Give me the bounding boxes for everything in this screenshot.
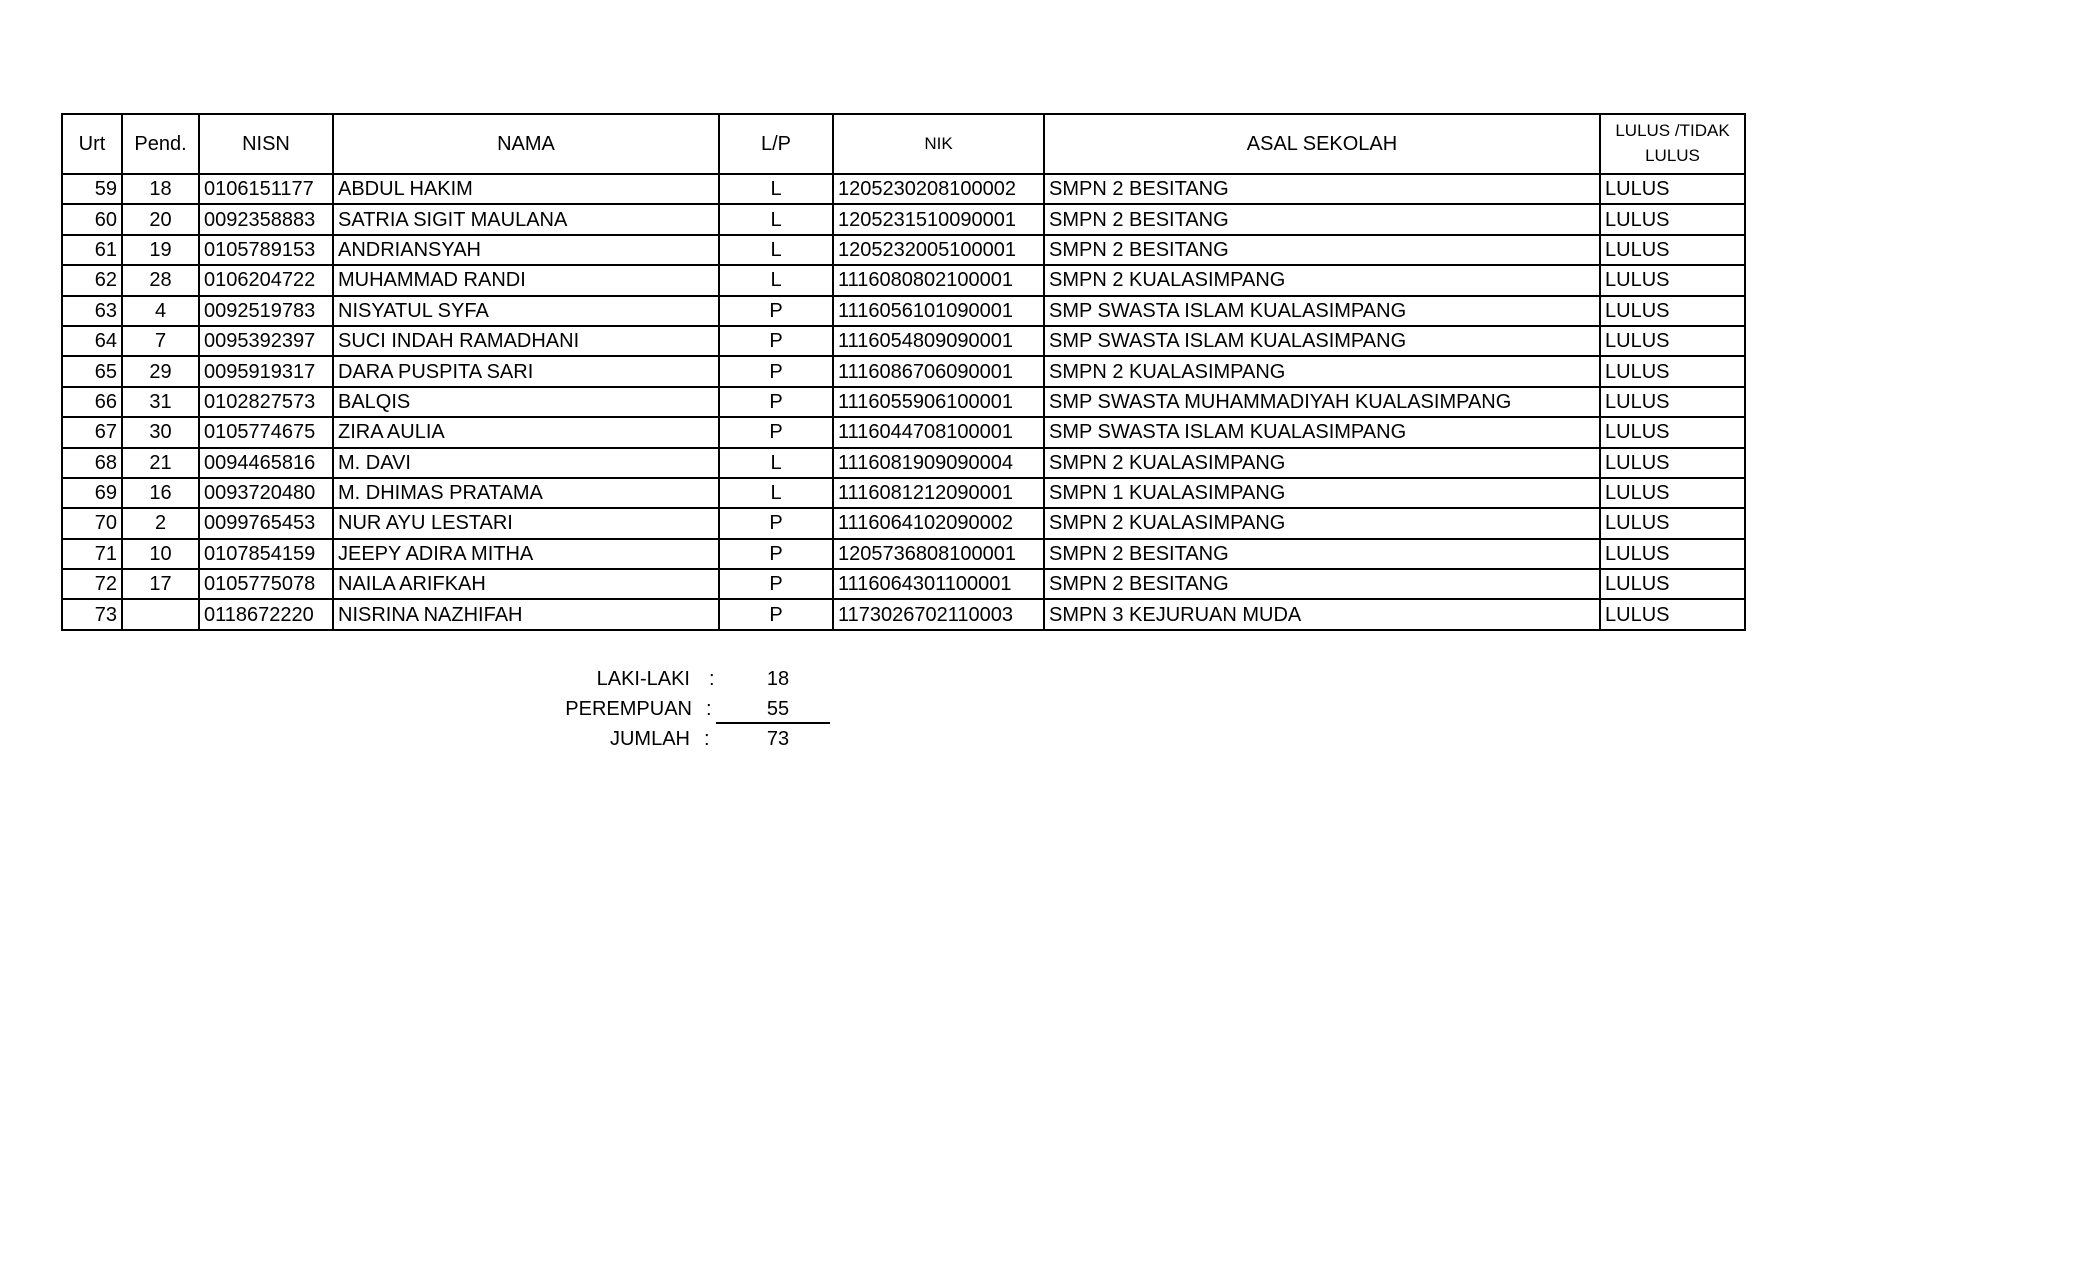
cell-pend: 10: [122, 539, 199, 569]
table-row: [62, 508, 1745, 538]
cell-pend: 31: [122, 387, 199, 417]
cell-nik: 1205736808100001: [833, 539, 1044, 569]
cell-nisn: 0105775078: [199, 569, 333, 599]
table-row: [62, 569, 1745, 599]
cell-nama: M. DHIMAS PRATAMA: [333, 478, 719, 508]
cell-nisn: 0093720480: [199, 478, 333, 508]
total-count-value: 73: [766, 728, 790, 750]
cell-nama: NISYATUL SYFA: [333, 296, 719, 326]
cell-gender: P: [719, 539, 833, 569]
cell-nama: BALQIS: [333, 387, 719, 417]
cell-nisn: 0094465816: [199, 448, 333, 478]
cell-asal-sekolah: SMPN 2 KUALASIMPANG: [1044, 356, 1600, 386]
cell-nik: 1205232005100001: [833, 235, 1044, 265]
student-table: [61, 113, 1746, 631]
cell-nisn: 0106204722: [199, 265, 333, 295]
cell-urt: 68: [62, 448, 122, 478]
female-count-label: PEREMPUAN: [565, 698, 692, 720]
cell-nama: NUR AYU LESTARI: [333, 508, 719, 538]
cell-urt: 63: [62, 296, 122, 326]
cell-gender: L: [719, 265, 833, 295]
cell-asal-sekolah: SMPN 2 BESITANG: [1044, 235, 1600, 265]
cell-urt: 69: [62, 478, 122, 508]
cell-gender: P: [719, 599, 833, 629]
cell-pend: 30: [122, 417, 199, 447]
table-row: [62, 296, 1745, 326]
header-nik: NIK: [833, 114, 1044, 174]
table-row: [62, 174, 1745, 204]
cell-gender: P: [719, 296, 833, 326]
cell-urt: 70: [62, 508, 122, 538]
cell-gender: L: [719, 204, 833, 234]
header-urt: Urt: [62, 114, 122, 174]
table-row: [62, 265, 1745, 295]
header-gender: L/P: [719, 114, 833, 174]
female-count-value: 55: [766, 698, 790, 720]
cell-status: LULUS: [1600, 599, 1745, 629]
cell-nama: JEEPY ADIRA MITHA: [333, 539, 719, 569]
cell-pend: 19: [122, 235, 199, 265]
cell-nisn: 0105789153: [199, 235, 333, 265]
cell-nama: SUCI INDAH RAMADHANI: [333, 326, 719, 356]
cell-gender: P: [719, 569, 833, 599]
cell-pend: 21: [122, 448, 199, 478]
cell-pend: 7: [122, 326, 199, 356]
cell-nisn: 0106151177: [199, 174, 333, 204]
cell-urt: 60: [62, 204, 122, 234]
table-row: [62, 448, 1745, 478]
table-row: [62, 235, 1745, 265]
cell-nik: 1116055906100001: [833, 387, 1044, 417]
cell-status: LULUS: [1600, 539, 1745, 569]
cell-status: LULUS: [1600, 204, 1745, 234]
cell-status: LULUS: [1600, 265, 1745, 295]
header-asal-sekolah: ASAL SEKOLAH: [1044, 114, 1600, 174]
cell-asal-sekolah: SMP SWASTA ISLAM KUALASIMPANG: [1044, 296, 1600, 326]
cell-nisn: 0102827573: [199, 387, 333, 417]
table-row: [62, 387, 1745, 417]
cell-status: LULUS: [1600, 387, 1745, 417]
cell-nama: NISRINA NAZHIFAH: [333, 599, 719, 629]
cell-nama: ABDUL HAKIM: [333, 174, 719, 204]
cell-nisn: 0092358883: [199, 204, 333, 234]
cell-nik: 1116056101090001: [833, 296, 1044, 326]
cell-nama: ANDRIANSYAH: [333, 235, 719, 265]
cell-urt: 72: [62, 569, 122, 599]
cell-nama: ZIRA AULIA: [333, 417, 719, 447]
cell-nama: MUHAMMAD RANDI: [333, 265, 719, 295]
cell-nisn: 0107854159: [199, 539, 333, 569]
cell-status: LULUS: [1600, 326, 1745, 356]
cell-status: LULUS: [1600, 448, 1745, 478]
total-count-label: JUMLAH: [609, 728, 690, 750]
cell-status: LULUS: [1600, 174, 1745, 204]
cell-asal-sekolah: SMP SWASTA ISLAM KUALASIMPANG: [1044, 417, 1600, 447]
cell-asal-sekolah: SMPN 1 KUALASIMPANG: [1044, 478, 1600, 508]
cell-asal-sekolah: SMPN 2 BESITANG: [1044, 204, 1600, 234]
cell-pend: 2: [122, 508, 199, 538]
cell-gender: P: [719, 417, 833, 447]
cell-status: LULUS: [1600, 235, 1745, 265]
cell-status: LULUS: [1600, 296, 1745, 326]
cell-nik: 1116081212090001: [833, 478, 1044, 508]
cell-urt: 61: [62, 235, 122, 265]
cell-pend: 17: [122, 569, 199, 599]
cell-pend: 16: [122, 478, 199, 508]
header-pend: Pend.: [122, 114, 199, 174]
cell-pend: 29: [122, 356, 199, 386]
cell-nisn: 0118672220: [199, 599, 333, 629]
table-row: [62, 478, 1745, 508]
cell-status: LULUS: [1600, 569, 1745, 599]
cell-nisn: 0099765453: [199, 508, 333, 538]
cell-asal-sekolah: SMP SWASTA MUHAMMADIYAH KUALASIMPANG: [1044, 387, 1600, 417]
cell-nik: 1205230208100002: [833, 174, 1044, 204]
cell-gender: P: [719, 326, 833, 356]
cell-urt: 62: [62, 265, 122, 295]
cell-pend: [122, 599, 199, 629]
table-row: [62, 539, 1745, 569]
cell-nama: SATRIA SIGIT MAULANA: [333, 204, 719, 234]
header-nama: NAMA: [333, 114, 719, 174]
cell-gender: L: [719, 478, 833, 508]
table-row: [62, 204, 1745, 234]
cell-urt: 59: [62, 174, 122, 204]
cell-pend: 20: [122, 204, 199, 234]
cell-nisn: 0095392397: [199, 326, 333, 356]
cell-gender: L: [719, 448, 833, 478]
table-row: [62, 599, 1745, 629]
cell-status: LULUS: [1600, 478, 1745, 508]
cell-pend: 4: [122, 296, 199, 326]
cell-nik: 1116086706090001: [833, 356, 1044, 386]
cell-gender: P: [719, 508, 833, 538]
total-count-colon: :: [704, 728, 710, 750]
cell-status: LULUS: [1600, 508, 1745, 538]
cell-gender: P: [719, 356, 833, 386]
table-body: [62, 174, 1745, 630]
cell-asal-sekolah: SMPN 2 BESITANG: [1044, 569, 1600, 599]
cell-urt: 66: [62, 387, 122, 417]
cell-gender: L: [719, 174, 833, 204]
cell-nisn: 0092519783: [199, 296, 333, 326]
table-row: [62, 417, 1745, 447]
female-count-colon: :: [706, 698, 712, 720]
cell-nik: 1116044708100001: [833, 417, 1044, 447]
cell-urt: 71: [62, 539, 122, 569]
cell-nik: 1116080802100001: [833, 265, 1044, 295]
cell-nik: 1116064102090002: [833, 508, 1044, 538]
table-row: [62, 356, 1745, 386]
cell-nik: 1116054809090001: [833, 326, 1044, 356]
header-status: LULUS /TIDAK LULUS: [1600, 114, 1745, 174]
cell-status: LULUS: [1600, 356, 1745, 386]
cell-asal-sekolah: SMPN 2 KUALASIMPANG: [1044, 508, 1600, 538]
cell-nisn: 0095919317: [199, 356, 333, 386]
male-count-label: LAKI-LAKI: [596, 668, 690, 690]
table-row: [62, 326, 1745, 356]
cell-nik: 1116081909090004: [833, 448, 1044, 478]
cell-gender: P: [719, 387, 833, 417]
cell-asal-sekolah: SMPN 2 KUALASIMPANG: [1044, 448, 1600, 478]
cell-status: LULUS: [1600, 417, 1745, 447]
cell-nik: 1173026702110003: [833, 599, 1044, 629]
cell-urt: 73: [62, 599, 122, 629]
cell-asal-sekolah: SMPN 2 BESITANG: [1044, 174, 1600, 204]
male-count-colon: :: [709, 668, 715, 690]
cell-nik: 1205231510090001: [833, 204, 1044, 234]
cell-nisn: 0105774675: [199, 417, 333, 447]
table-header-row: [62, 114, 1745, 174]
cell-asal-sekolah: SMPN 2 BESITANG: [1044, 539, 1600, 569]
cell-asal-sekolah: SMPN 2 KUALASIMPANG: [1044, 265, 1600, 295]
cell-pend: 18: [122, 174, 199, 204]
cell-asal-sekolah: SMP SWASTA ISLAM KUALASIMPANG: [1044, 326, 1600, 356]
cell-urt: 67: [62, 417, 122, 447]
header-nisn: NISN: [199, 114, 333, 174]
cell-asal-sekolah: SMPN 3 KEJURUAN MUDA: [1044, 599, 1600, 629]
cell-nama: DARA PUSPITA SARI: [333, 356, 719, 386]
cell-nama: M. DAVI: [333, 448, 719, 478]
cell-pend: 28: [122, 265, 199, 295]
male-count-value: 18: [766, 668, 790, 690]
cell-nama: NAILA ARIFKAH: [333, 569, 719, 599]
cell-nik: 1116064301100001: [833, 569, 1044, 599]
cell-urt: 64: [62, 326, 122, 356]
cell-gender: L: [719, 235, 833, 265]
cell-urt: 65: [62, 356, 122, 386]
